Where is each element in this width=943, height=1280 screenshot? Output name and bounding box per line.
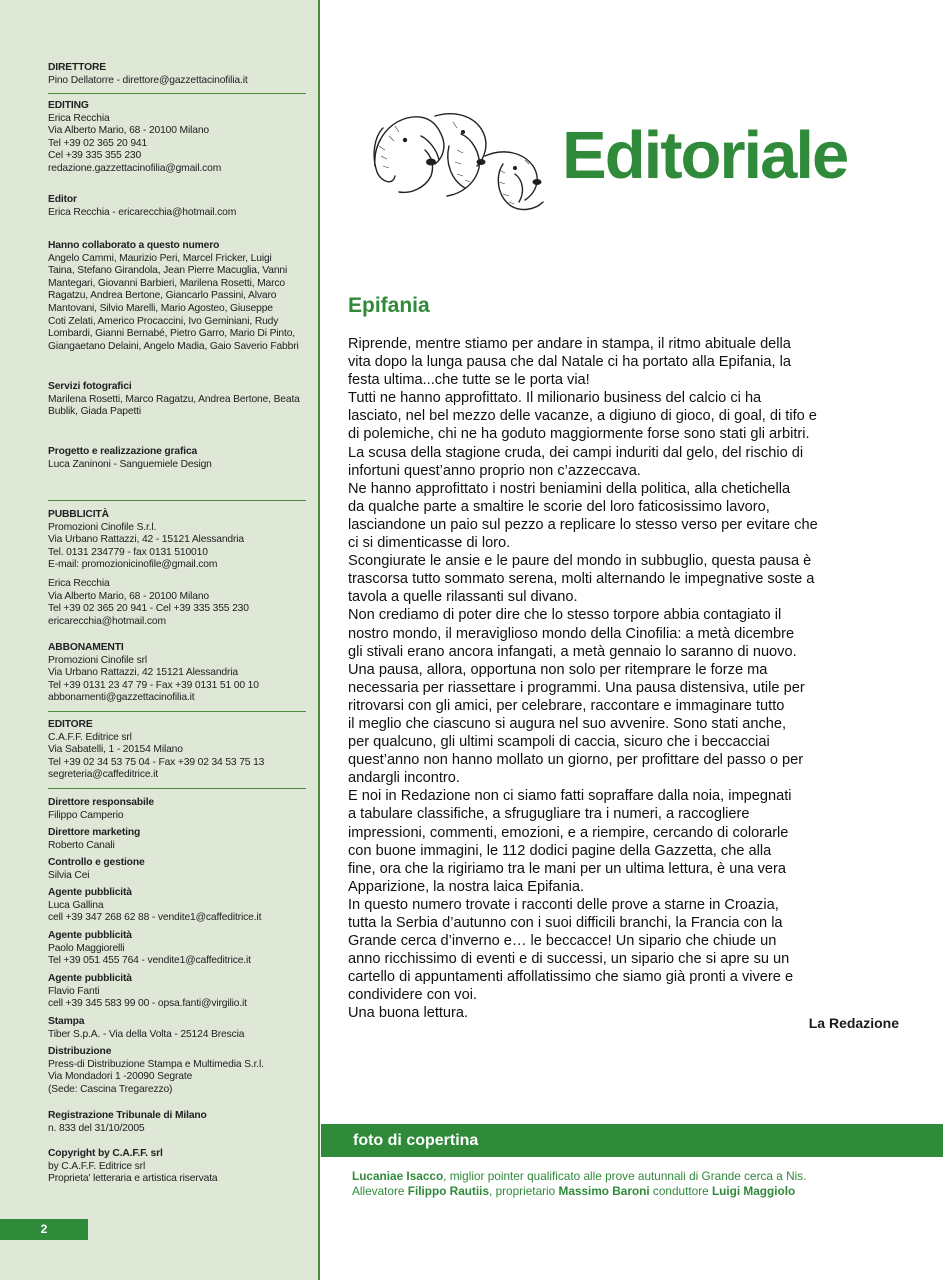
block-line: Via Mondadori 1 -20090 Segrate xyxy=(48,1071,193,1083)
body-line: il meglio che ciascuno si augura nel suo avvenire. Sono stati anche, xyxy=(348,715,787,732)
article-signature: La Redazione xyxy=(808,1015,899,1031)
block-heading: DIRETTORE xyxy=(48,62,106,73)
block-line: Mantovani, Silvio Marelli, Mario Agosteo, Giuseppe xyxy=(48,302,273,314)
colophon-block-copyright xyxy=(48,1148,306,1186)
block-line: Via Sabatelli, 1 - 20154 Milano xyxy=(48,744,183,756)
colophon-block-agente-2 xyxy=(48,930,306,968)
colophon-block-agente-3 xyxy=(48,973,306,1011)
body-line: lasciandone un paio sul pezzo a replicare lo stesso verso per evitare che xyxy=(348,516,818,533)
block-heading: Agente pubblicità xyxy=(48,973,132,984)
block-line: Via Alberto Mario, 68 - 20100 Milano xyxy=(48,590,209,602)
block-line: cell +39 345 583 99 00 - opsa.fanti@virgilio.it xyxy=(48,998,247,1010)
block-line: by C.A.F.F. Editrice srl xyxy=(48,1160,146,1172)
body-line: di polemiche, chi ne ha goduto maggiormente forse sono stati gli arbitri. xyxy=(348,426,810,443)
block-heading: Direttore responsabile xyxy=(48,797,154,808)
block-line: Erica Recchia xyxy=(48,578,110,589)
divider xyxy=(48,93,306,94)
body-line: Tutti ne hanno approfittato. Il milionario business del calcio ci ha xyxy=(348,390,762,407)
block-line: Via Urbano Rattazzi, 42 15121 Alessandria xyxy=(48,667,238,679)
page-title: Editoriale xyxy=(562,118,848,193)
body-line: In questo numero trovate i racconti delle prove a starne in Croazia, xyxy=(348,896,779,913)
body-line: La scusa della stagione cruda, dei campi induriti dal gelo, del rischio di xyxy=(348,444,804,461)
body-line: necessaria per riassettare i programmi. Una pausa distensiva, utile per xyxy=(348,679,805,696)
block-line: Angelo Cammi, Maurizio Peri, Marcel Fricker, Luigi xyxy=(48,252,272,264)
block-heading: Registrazione Tribunale di Milano xyxy=(48,1110,207,1121)
block-line: Ragatzu, Andrea Bertone, Giancarlo Passini, Alvaro xyxy=(48,290,277,302)
block-line: Giangaetano Delaini, Angelo Madia, Gaio Saverio Fabbri xyxy=(48,340,299,352)
body-line: trascorsa tutto sommato serena, molti alternando le impegnative soste a xyxy=(348,571,815,588)
body-line: da qualche parte a smaltire le scorie del loro faticosissimo lavoro, xyxy=(348,498,770,515)
body-line: andargli incontro. xyxy=(348,770,460,787)
block-line: Tel +39 02 34 53 75 04 - Fax +39 02 34 53 75 13 xyxy=(48,756,265,768)
body-line: infortuni quest’anno proprio non c’azzeccava. xyxy=(348,462,641,479)
body-line: tutta la Serbia d’autunno con i suoi difficili branchi, la Francia con la xyxy=(348,915,783,931)
colophon-block-registrazione xyxy=(48,1110,306,1135)
article-subtitle: Epifania xyxy=(348,294,430,317)
dog-name: Lucaniae Isacco xyxy=(352,1169,444,1183)
block-line: Tiber S.p.A. - Via della Volta - 25124 Brescia xyxy=(48,1028,245,1040)
block-heading: Servizi fotografici xyxy=(48,381,132,392)
block-line: (Sede: Cascina Tregarezzo) xyxy=(48,1083,173,1095)
colophon-block-direttore xyxy=(48,62,306,87)
colophon-block-pubblicita-contact xyxy=(48,578,306,628)
body-line: Non crediamo di poter dire che lo stesso torpore abbia contagiato il xyxy=(348,607,782,624)
block-line: Via Urbano Rattazzi, 42 - 15121 Alessandria xyxy=(48,534,244,546)
colophon-block-editing xyxy=(48,100,306,176)
body-line: lasciato, nel bel mezzo delle vacanze, a digiuno di gioco, di goal, di tifo e xyxy=(348,408,817,425)
caption-text: , proprietario xyxy=(489,1184,559,1198)
body-line: Ne hanno approfittato i nostri beniamini della politica, alla chetichella xyxy=(348,480,791,497)
hunting-dogs-illustration xyxy=(365,106,550,218)
body-line: anno ricchissimo di eventi e di successi, un sipario che si apre su un xyxy=(348,951,790,968)
body-line: Una buona lettura. xyxy=(348,1005,469,1022)
block-line: Mantegari, Giovanni Barbieri, Marilena Rosetti, Marco xyxy=(48,277,285,289)
block-line: E-mail: promozionicinofile@gmail.com xyxy=(48,559,218,571)
block-heading: ABBONAMENTI xyxy=(48,642,124,653)
block-line: Via Alberto Mario, 68 - 20100 Milano xyxy=(48,125,209,137)
body-line: con buone immagini, le 112 dodici pagine della Gazzetta, che alla xyxy=(348,842,772,859)
body-line: quest’anno non hanno mollato un giorno, per profittare del passo o per xyxy=(348,752,804,769)
block-line: Bublik, Giada Papetti xyxy=(48,406,142,418)
colophon-block-direttore-responsabile xyxy=(48,797,306,822)
block-heading: Agente pubblicità xyxy=(48,930,132,941)
block-heading: Direttore marketing xyxy=(48,827,141,838)
colophon-block-distribuzione xyxy=(48,1046,306,1096)
colophon-block-design xyxy=(48,446,306,471)
body-line: cartello di appuntamenti affollatissimo che siamo già pronti a vivere e xyxy=(348,969,794,986)
block-line: Tel +39 02 365 20 941 - Cel +39 335 355 230 xyxy=(48,603,249,615)
owner-name: Massimo Baroni xyxy=(558,1184,650,1198)
body-line: festa ultima...che tutte se le porta via! xyxy=(348,372,590,389)
body-line: ritrovarsi con gli amici, per celebrare, raccontare e immaginare tutto xyxy=(348,697,785,714)
body-line: Scongiurate le ansie e le paure del mondo in subbuglio, questa pausa è xyxy=(348,553,812,570)
divider xyxy=(48,500,306,501)
block-line: Tel +39 02 365 20 941 xyxy=(48,137,148,149)
caption-text: , miglior pointer qualificato alle prove autunnali di Grande cerca a Nis. xyxy=(443,1169,807,1183)
body-line: a tabulare classifiche, a sfrugugliare tra i numeri, a raccogliere xyxy=(348,806,750,823)
body-line: nostro mondo, il meraviglioso mondo della Cinofilia: a metà dicembre xyxy=(348,625,795,642)
block-line: Erica Recchia xyxy=(48,112,110,124)
block-line: Tel. 0131 234779 - fax 0131 510010 xyxy=(48,546,208,558)
body-line: condividere con voi. xyxy=(348,987,477,1004)
block-heading: Agente pubblicità xyxy=(48,887,132,898)
block-line: Promozioni Cinofile S.r.l. xyxy=(48,521,157,533)
block-line: Pino Dellatorre - direttore@gazzettacinofilia.it xyxy=(48,74,248,86)
block-heading: Controllo e gestione xyxy=(48,857,145,868)
block-heading: Distribuzione xyxy=(48,1046,112,1057)
block-line: Coti Zelati, Americo Procaccini, Ivo Geminiani, Rudy xyxy=(48,315,279,327)
block-heading: Copyright by C.A.F.F. srl xyxy=(48,1148,163,1159)
block-line: Cel +39 335 355 230 xyxy=(48,150,142,162)
block-line: Luca Gallina xyxy=(48,899,104,911)
colophon-block-stampa xyxy=(48,1016,306,1041)
block-line: Filippo Camperio xyxy=(48,809,124,821)
body-line: vita dopo la lunga pausa che dal Natale ci ha portato alla Epifania, la xyxy=(348,354,791,371)
article-body xyxy=(348,335,908,1023)
block-line: Proprieta' letteraria e artistica riservata xyxy=(48,1173,218,1185)
block-line: Tel +39 051 455 764 - vendite1@caffeditrice.it xyxy=(48,955,251,967)
block-line: Taina, Stefano Girandola, Jean Pierre Macuglia, Vanni xyxy=(48,265,288,277)
block-line: Tel +39 0131 23 47 79 - Fax +39 0131 51 00 10 xyxy=(48,679,259,691)
page-number: 2 xyxy=(0,1219,88,1240)
block-heading: Stampa xyxy=(48,1016,85,1027)
body-line: per qualcuno, gli ultimi scampoli di caccia, sicuro che i beccacciai xyxy=(348,734,770,751)
block-line: segreteria@caffeditrice.it xyxy=(48,769,158,781)
block-heading: Progetto e realizzazione grafica xyxy=(48,446,198,457)
block-line: Marilena Rosetti, Marco Ragatzu, Andrea Bertone, Beata xyxy=(48,393,300,405)
colophon-block-direttore-marketing xyxy=(48,827,306,852)
body-line: Apparizione, la nostra laica Epifania. xyxy=(348,878,585,895)
colophon-block-editore xyxy=(48,719,306,782)
body-line: gli stivali erano ancora infangati, a metà gennaio lo saranno di nuovo. xyxy=(348,643,797,660)
block-line: C.A.F.F. Editrice srl xyxy=(48,731,132,743)
colophon-block-pubblicita xyxy=(48,509,306,572)
body-line: ci si dimenticasse di loro. xyxy=(348,535,511,552)
block-line: Silvia Cei xyxy=(48,869,90,881)
body-line: Grande cerca d’inverno e… le beccacce! Un sipario che chiude un xyxy=(348,933,777,950)
colophon-sidebar xyxy=(0,0,320,1280)
block-line: n. 833 del 31/10/2005 xyxy=(48,1122,145,1134)
divider xyxy=(48,788,306,789)
body-line: Una pausa, allora, opportuna non solo per ritemprare le forze ma xyxy=(348,661,768,678)
block-line: Roberto Canali xyxy=(48,839,115,851)
body-line: E noi in Redazione non ci siamo fatti sopraffare dalla noia, impegnati xyxy=(348,788,792,805)
body-line: fine, ora che la rigiriamo tra le mani per un ultima lettura, è una vera xyxy=(348,860,787,877)
block-line: ericarecchia@hotmail.com xyxy=(48,615,166,627)
block-heading: Editor xyxy=(48,194,77,205)
colophon-block-photos xyxy=(48,381,306,419)
colophon-block-agente-1 xyxy=(48,887,306,925)
block-line: cell +39 347 268 62 88 - vendite1@caffeditrice.it xyxy=(48,912,262,924)
caption-text: conduttore xyxy=(649,1184,712,1198)
colophon-block-abbonamenti xyxy=(48,642,306,705)
handler-name: Luigi Maggiolo xyxy=(711,1184,796,1198)
block-heading: EDITING xyxy=(48,100,89,111)
cover-photo-heading: foto di copertina xyxy=(321,1124,943,1157)
colophon-block-editor xyxy=(48,194,306,219)
block-line: abbonamenti@gazzettacinofilia.it xyxy=(48,692,195,704)
block-heading: Hanno collaborato a questo numero xyxy=(48,240,220,251)
block-line: Lombardi, Gianni Bernabé, Pietro Garro, Mario Di Pinto, xyxy=(48,328,296,340)
divider xyxy=(48,711,306,712)
cover-photo-caption xyxy=(352,1169,932,1199)
breeder-name: Filippo Rautiis xyxy=(407,1184,490,1198)
body-line: tavola a quelle rilassanti sul divano. xyxy=(348,589,578,606)
body-line: Riprende, mentre stiamo per andare in stampa, il ritmo abituale della xyxy=(348,336,791,352)
block-line: Flavio Fanti xyxy=(48,985,100,997)
block-heading: EDITORE xyxy=(48,719,93,730)
block-line: Erica Recchia - ericarecchia@hotmail.com xyxy=(48,206,237,218)
block-line: Paolo Maggiorelli xyxy=(48,942,125,954)
block-line: Promozioni Cinofile srl xyxy=(48,654,147,666)
caption-text: Allevatore xyxy=(352,1184,408,1198)
block-line: Press-di Distribuzione Stampa e Multimedia S.r.l. xyxy=(48,1058,264,1070)
colophon-block-collaborators xyxy=(48,240,306,353)
colophon-block-controllo xyxy=(48,857,306,882)
block-line: redazione.gazzettacinofilia@gmail.com xyxy=(48,162,222,174)
block-heading: PUBBLICITÀ xyxy=(48,509,109,520)
block-line: Luca Zaninoni - Sanguemiele Design xyxy=(48,458,212,470)
body-line: impressioni, commenti, emozioni, e a riempire, cercando di colorarle xyxy=(348,824,789,841)
